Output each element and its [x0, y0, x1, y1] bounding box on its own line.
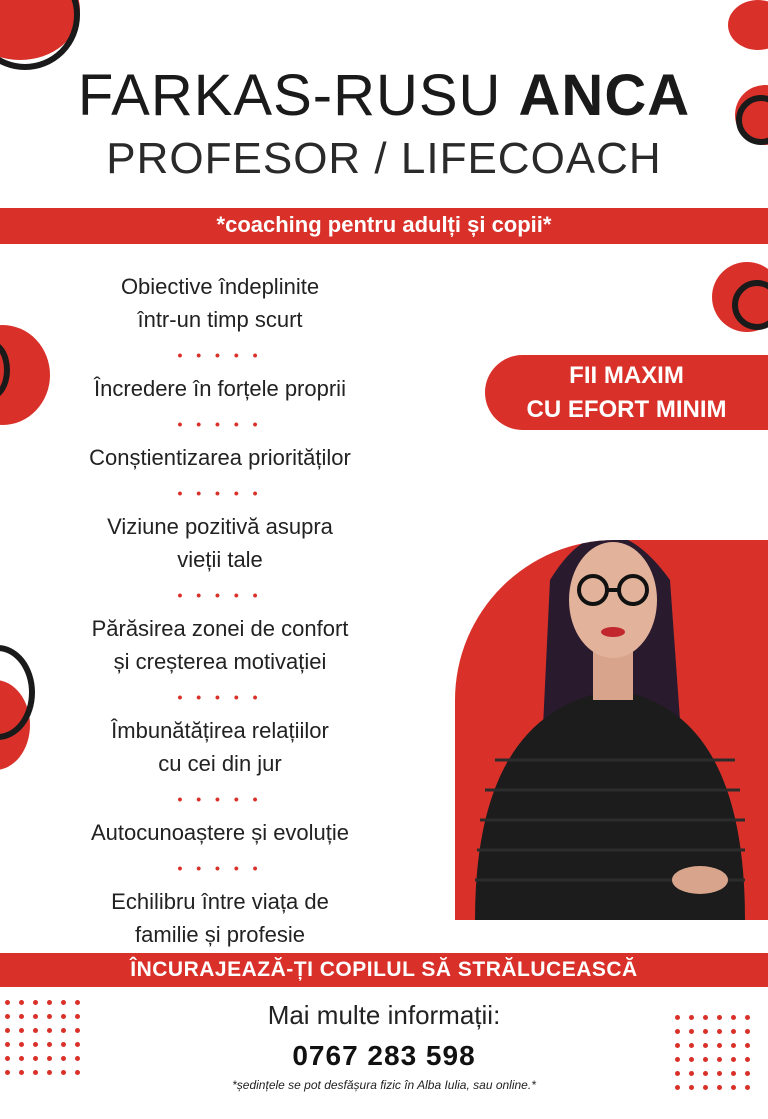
photo-background — [455, 540, 768, 920]
person-portrait-icon — [455, 540, 768, 920]
session-note: *ședințele se pot desfășura fizic în Alba Iulia, sau online.* — [232, 1078, 536, 1092]
slogan-badge — [485, 355, 768, 430]
benefits-list — [40, 270, 400, 951]
benefit-item: Obiective îndeplinite într-un timp scurt — [120, 274, 320, 332]
page-title — [0, 62, 768, 129]
decorative-circle-top-right — [728, 0, 768, 50]
divider-dots: • • • • • — [177, 587, 263, 603]
tagline-banner: *coaching pentru adulți și copii* — [0, 208, 768, 244]
name-regular: FARKAS-RUSU — [77, 63, 519, 128]
benefit-item: Viziune pozitivă asupra vieții tale — [107, 514, 333, 572]
slogan-line-1: FII MAXIM — [569, 362, 684, 389]
benefit-item: Părăsirea zonei de confort și creșterea motivației — [91, 616, 349, 674]
bottom-banner: ÎNCURAJEAZĂ-ȚI COPILUL SĂ STRĂLUCEASCĂ — [0, 953, 768, 987]
name-bold: ANCA — [518, 63, 691, 128]
benefit-item: Echilibru între viața de familie și profesie — [111, 889, 329, 947]
divider-dots: • • • • • — [177, 416, 263, 432]
benefit-item: Încredere în forțele proprii — [94, 376, 346, 401]
decorative-ring-top-left — [0, 0, 80, 70]
divider-dots: • • • • • — [177, 485, 263, 501]
benefit-item: Conștientizarea priorităților — [89, 445, 351, 470]
divider-dots: • • • • • — [177, 347, 263, 363]
divider-dots: • • • • • — [177, 860, 263, 876]
contact-label: Mai multe informații: — [267, 1000, 501, 1030]
divider-dots: • • • • • — [177, 689, 263, 705]
slogan-line-2: CU EFORT MINIM — [526, 396, 727, 423]
divider-dots: • • • • • — [177, 791, 263, 807]
benefit-item: Autocunoaștere și evoluție — [90, 820, 350, 845]
benefit-item: Îmbunătățirea relațiilor cu cei din jur — [111, 718, 329, 776]
phone-number[interactable]: 0767 283 598 — [292, 1040, 476, 1071]
role-subtitle: PROFESOR / LIFECOACH — [106, 134, 662, 183]
